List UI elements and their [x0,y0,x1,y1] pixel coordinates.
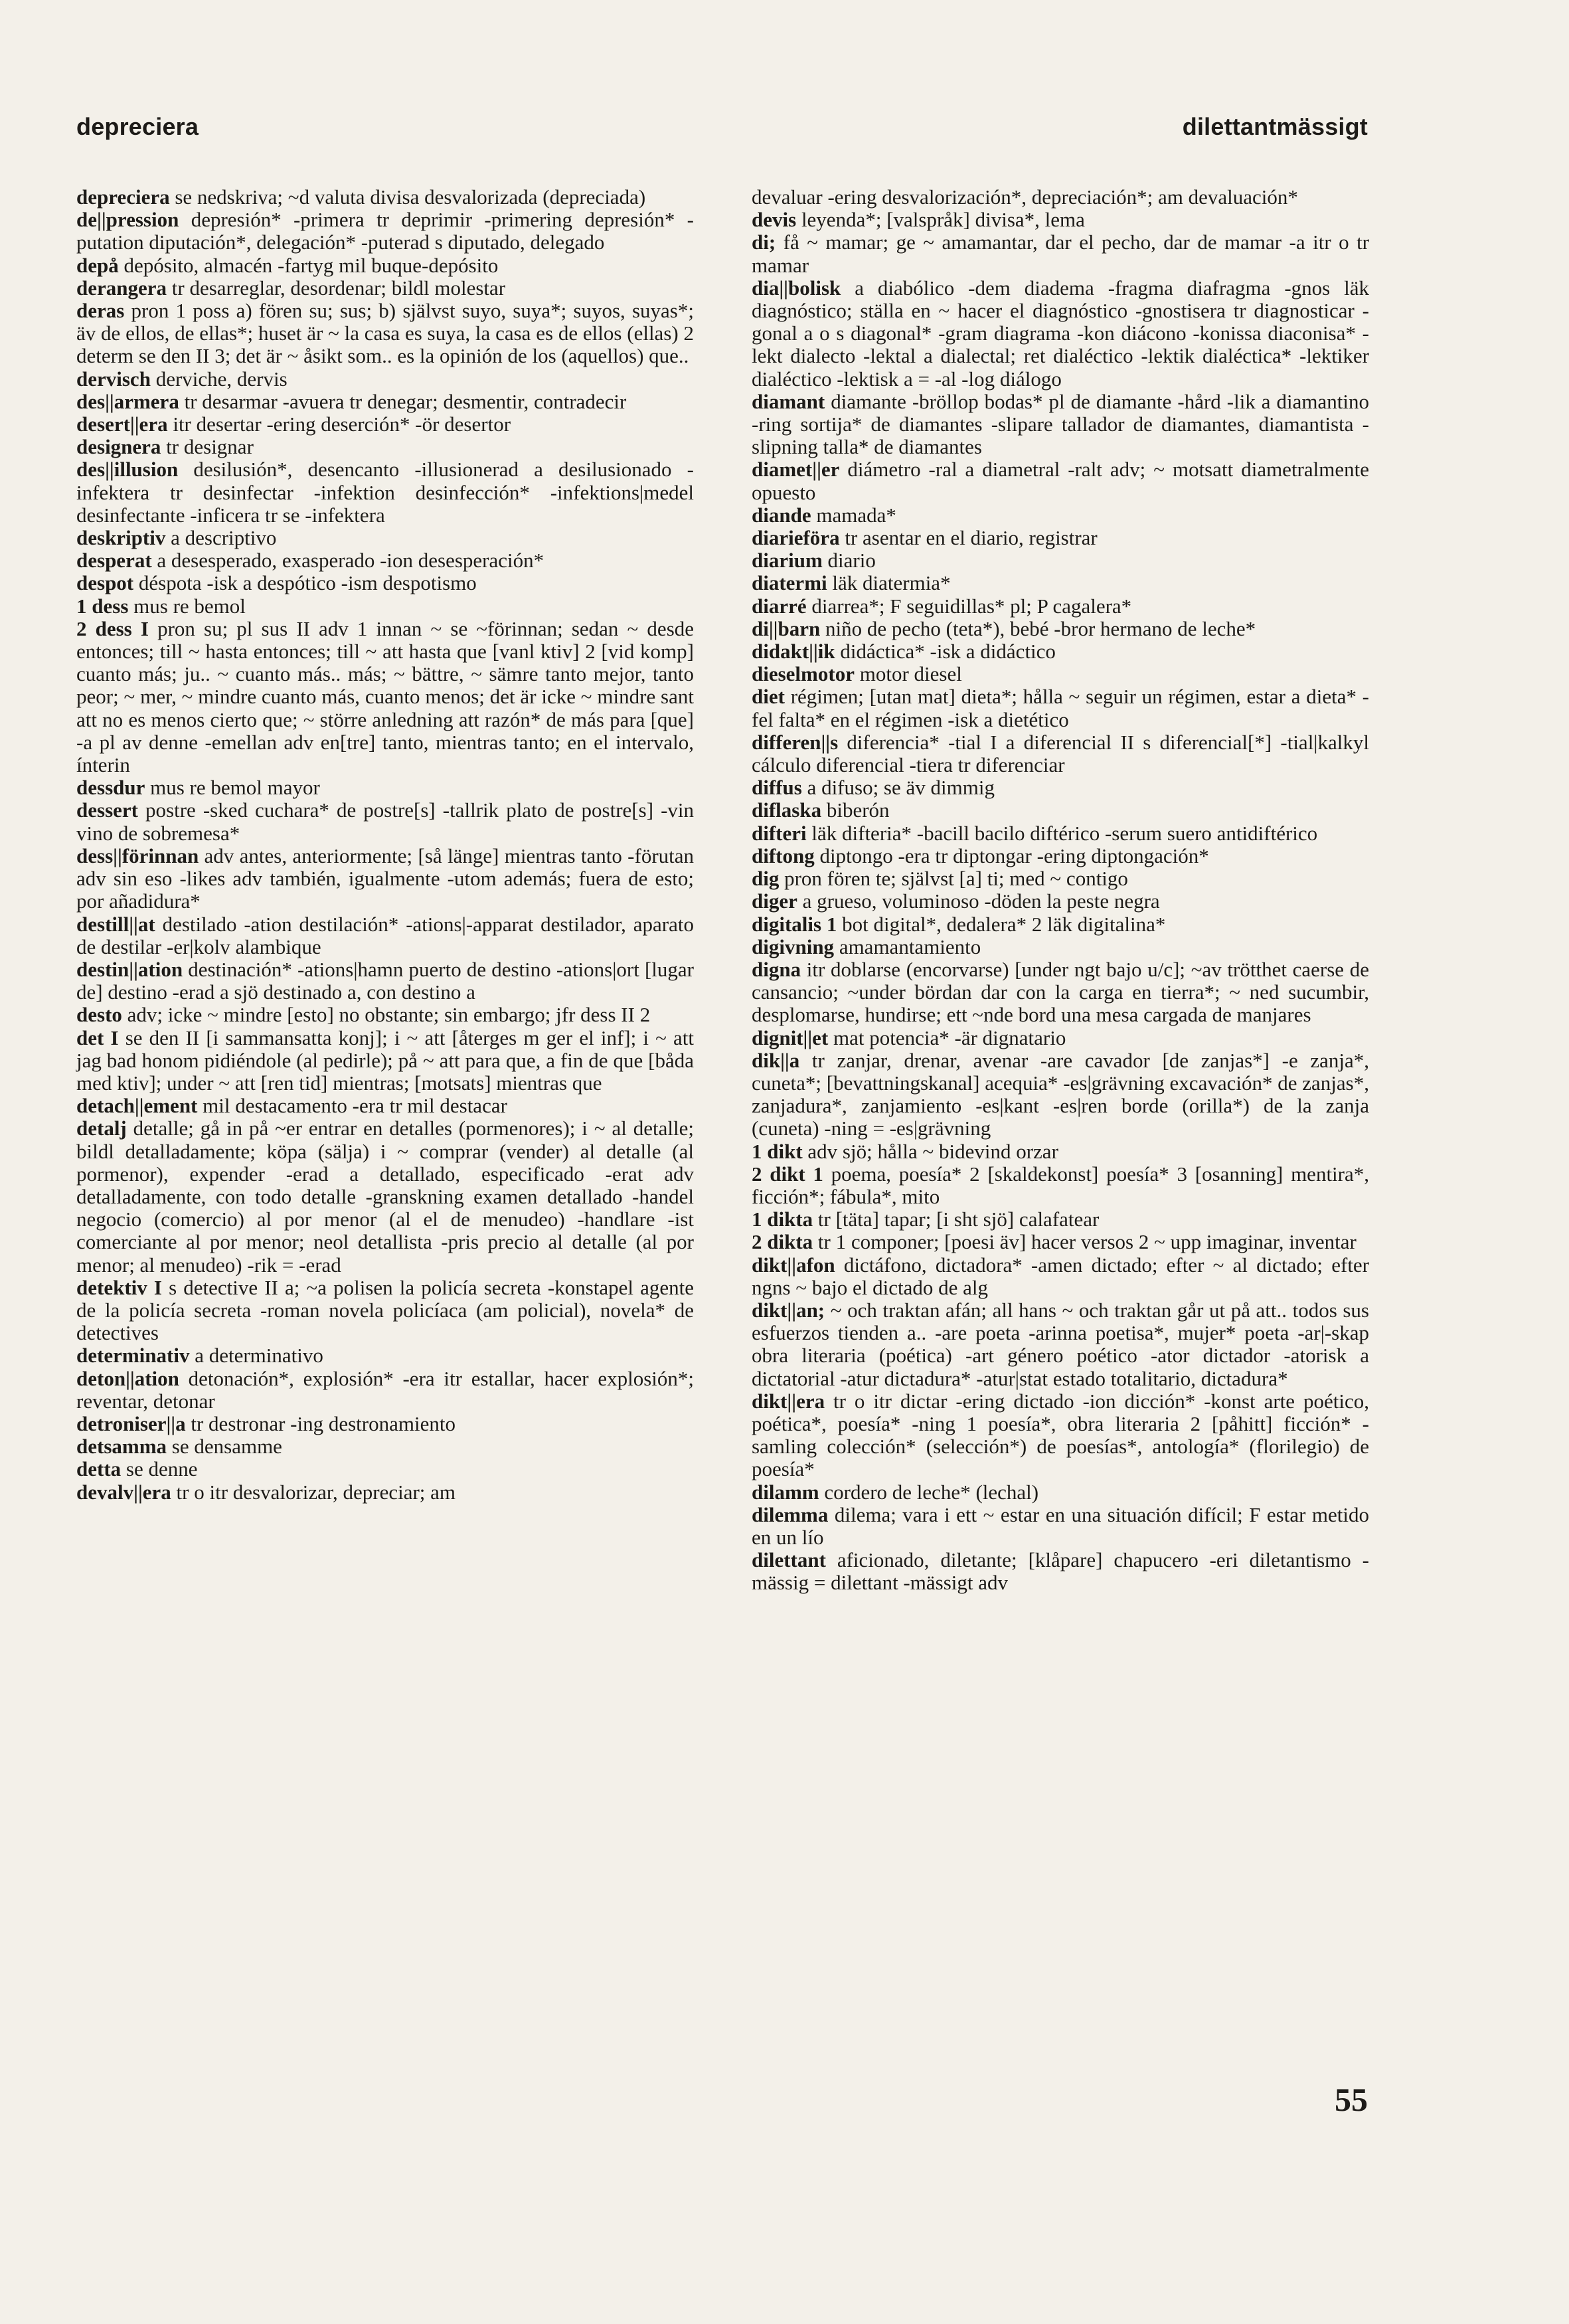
dictionary-entry [752,549,1369,572]
entry-headword: diet [752,685,785,709]
entry-headword: deskriptiv [76,526,166,550]
entry-headword: destill||at [76,912,155,936]
entry-headword: det I [76,1026,119,1049]
dictionary-entry [752,572,1369,594]
entry-headword: differen||s [752,730,839,754]
dictionary-entry [752,1027,1369,1049]
entry-definition: a determinativo [195,1344,323,1368]
entry-definition: desilusión*, desencanto -illusionerad a desilusionado -infektera tr desinfectar -infektion desinfección* -infektions|medel desinfectante -inficera tr se -infektera [76,458,694,527]
dictionary-entry [76,776,694,799]
entry-headword: diande [752,503,811,527]
dictionary-entry [76,1004,694,1026]
dictionary-entry [76,1344,694,1367]
entry-definition: a desesperado, exasperado -ion desesperación* [157,549,544,573]
dictionary-entry [752,822,1369,845]
dictionary-entry [76,458,694,527]
entry-headword: 1 dikta [752,1207,813,1231]
entry-definition: motor diesel [859,662,962,686]
entry-definition: läk difteria* -bacill bacilo diftérico -serum suero antidiftérico [811,821,1318,845]
dictionary-entry [752,1231,1369,1253]
entry-definition: destilado -ation destilación* -ations|-apparat destilador, aparato de destilar -er|kolv alambique [76,912,695,958]
entry-headword: diger [752,889,797,913]
entry-definition: tr o itr desvalorizar, depreciar; am [176,1480,456,1504]
entry-headword: dikt||afon [752,1253,835,1277]
entry-definition: adv sjö; hålla ~ bidevind orzar [807,1139,1058,1163]
dictionary-entry [752,1504,1369,1549]
entry-headword: des||armera [76,389,179,413]
entry-definition: aficionado, diletante; [klåpare] chapucero -eri diletantismo -mässig = dilettant -mässigt adv [752,1548,1369,1595]
entry-headword: dilemma [752,1502,829,1526]
entry-definition: depósito, almacén -fartyg mil buque-depósito [124,253,499,277]
dictionary-entry [752,913,1369,936]
entry-definition: få ~ mamar; ge ~ amamantar, dar el pecho, dar de mamar -a itr o tr mamar [752,230,1369,277]
dictionary-entry [752,958,1369,1027]
entry-definition: tr 1 componer; [poesi äv] hacer versos 2 ~ upp imaginar, inventar [817,1230,1357,1254]
dictionary-entry [752,1549,1369,1594]
dictionary-entry [752,391,1369,459]
entry-headword: detach||ement [76,1094,198,1118]
dictionary-entry [752,936,1369,958]
entry-definition: mat potencia* -är dignatario [833,1026,1066,1049]
dictionary-entry [76,277,694,300]
entry-definition: poema, poesía* 2 [skaldekonst] poesía* 3 [osanning] mentira*, ficción*; fábula*, mito [752,1162,1369,1208]
dictionary-entry [76,618,694,776]
dictionary-entry [752,618,1369,640]
entry-headword: detalj [76,1117,127,1140]
entry-definition: a descriptivo [171,526,277,550]
entry-definition: tr asentar en el diario, registrar [845,526,1098,550]
entry-definition: dilema; vara i ett ~ estar en una situación difícil; F estar metido en un lío [752,1502,1369,1549]
dictionary-entry [752,867,1369,890]
entry-definition: régimen; [utan mat] dieta*; hålla ~ seguir un régimen, estar a dieta* -fel falta* en el régimen -isk a dietético [752,685,1370,731]
entry-definition: tr [täta] tapar; [i sht sjö] calafatear [817,1207,1100,1231]
entry-definition: biberón [826,798,890,822]
entry-definition: diámetro -ral a diametral -ralt adv; ~ motsatt diametralmente opuesto [752,458,1369,504]
dictionary-entry [76,413,694,436]
entry-headword: 2 dikt 1 [752,1162,823,1186]
entry-definition: mil destacamento -era tr mil destacar [203,1094,507,1118]
entry-definition: déspota -isk a despótico -ism despotismo [138,571,477,595]
entry-headword: detsamma [76,1435,167,1459]
entry-definition: tr designar [166,435,254,459]
dictionary-entry [752,504,1369,527]
entry-definition: adv antes, anteriormente; [så länge] mientras tanto -förutan adv sin eso -likes adv también, igualmente -utom además; fuera de esto; por añadidura* [76,844,695,913]
dictionary-entry [76,1481,694,1504]
dictionary-entry [752,231,1369,276]
entry-headword: digitalis 1 [752,912,837,936]
entry-definition: a diabólico -dem diadema -fragma diafragma -gnos läk diagnóstico; ställa en ~ hacer el diagnóstico -gnostisera tr diagnosticar -gonal a o s diagonal* -gram diagrama -kon diácono -konissa diaconisa* -lekt dialecto -lektal a dialectal; ret dialéctico -lektik dialéctica* -lektiker dialéctico -lektisk a = -al -log diálogo [752,276,1370,391]
entry-definition: diarrea*; F seguidillas* pl; P cagalera* [811,594,1132,618]
entry-definition: depresión* -primera tr deprimir -primering depresión* -putation diputación*, delegación* -puterad s diputado, delegado [76,208,695,254]
dictionary-entry [76,1413,694,1435]
entry-headword: diarieföra [752,526,840,550]
dictionary-entry [752,1390,1369,1481]
entry-definition: destinación* -ations|hamn puerto de destino -ations|ort [lugar de] destino -erad a sjö destinado a, con destino a [76,957,694,1004]
entry-definition: pron fören te; självst [a] ti; med ~ contigo [784,867,1128,891]
entry-definition: leyenda*; [valspråk] divisa*, lema [801,208,1085,232]
dictionary-entry [752,890,1369,913]
dictionary-entry [76,958,694,1004]
entry-headword: detta [76,1457,122,1481]
entry-definition: mus re bemol [133,594,246,618]
dictionary-entry [752,186,1369,209]
entry-headword: devis [752,208,797,232]
entry-definition: diario [827,549,876,573]
entry-headword: dignit||et [752,1026,829,1049]
entry-definition: tr o itr dictar -ering dictado -ion dicción* -konst arte poético, poética*, poesía* -ning 1 poesía*, obra literaria 2 [påhitt] ficción* -samling colección* (selección*) de poesías*, antología* (florilegio) de poesía* [752,1389,1369,1481]
entry-headword: diarium [752,549,823,573]
dictionary-entry [752,685,1369,731]
dictionary-entry [76,1458,694,1480]
entry-definition: amamantamiento [839,935,981,958]
entry-definition: ~ och traktan afán; all hans ~ och traktan går ut på att.. todos sus esfuerzos tienden a.. -are poeta -arinna poetisa*, mujer* poeta -ar|-skap obra literaria (poética) -art género poético -ator dictador -atorisk a dictatorial -atur dictadura* -atur|stat estado totalitario, dictadura* [752,1298,1370,1390]
entry-definition: diamante -bröllop bodas* pl de diamante -hård -lik a diamantino -ring sortija* de diamantes -slipare tallador de diamantes, diamantista -slipning talla* de diamantes [752,389,1370,459]
dictionary-entry [76,1095,694,1117]
dictionary-entry [752,595,1369,618]
entry-headword: diamant [752,389,825,413]
entry-headword: derangera [76,276,167,300]
entry-definition: pron su; pl sus II adv 1 innan ~ se ~förinnan; sedan ~ desde entonces; till ~ hasta entonces; till ~ att hasta que [vanl ktiv] 2 [vid komp] cuanto más; ju.. ~ cuanto más.. más; ~ bättre, ~ sämre tanto mejor, tanto peor; ~ mer, ~ mindre cuanto más, cuanto menos; det är icke ~ mindre sant att no es menos cierto que; ~ större anledning att razón* de más para [que] -a pl av denne -emellan adv en[tre] tanto, mientras tanto; en el intervalo, ínterin [76,616,695,777]
entry-headword: dessdur [76,776,145,800]
dictionary-entry [76,186,694,209]
entry-headword: dieselmotor [752,662,855,686]
entry-definition: itr desertar -ering deserción* -ör desertor [173,412,511,436]
entry-headword: dilamm [752,1480,819,1504]
entry-definition: se denne [125,1457,198,1481]
entry-definition: dictáfono, dictadora* -amen dictado; efter ~ al dictado; efter ngns ~ bajo el dictado de alg [752,1253,1370,1299]
dictionary-entry [76,527,694,549]
dictionary-entry [752,1140,1369,1163]
dictionary-entry [76,1368,694,1413]
entry-definition: se nedskriva; ~d valuta divisa desvalorizada (depreciada) [175,185,646,209]
entry-definition: diferencia* -tial I a diferencial II s diferencial[*] -tial|kalkyl cálculo diferencial -tiera tr diferenciar [752,730,1369,777]
entry-headword: 2 dikta [752,1230,813,1254]
entry-headword: depå [76,253,119,277]
entry-headword: digna [752,957,801,981]
dictionary-entry [76,1027,694,1095]
entry-definition: tr destronar -ing destronamiento [191,1411,455,1435]
entry-headword: dess||förinnan [76,844,199,867]
entry-headword: designera [76,435,161,459]
dictionary-entry [752,458,1369,503]
entry-definition: pron 1 poss a) fören su; sus; b) självst suyo, suya*; suyos, suyas*; äv de ellos, de ellas*; huset är ~ la casa es suya, la casa es de ellos (ellas) 2 determ se den II 3; det är ~ åsikt som.. es la opinión de los (aquellos) que.. [76,299,694,368]
dictionary-entry [752,527,1369,549]
dictionary-entry [76,209,694,254]
entry-headword: depreciera [76,185,170,209]
entry-headword: desert||era [76,412,168,436]
entry-headword: detektiv I [76,1275,162,1299]
entry-definition: a difuso; se äv dimmig [807,776,995,800]
entry-headword: dikt||era [752,1389,825,1413]
entry-headword: des||illusion [76,458,179,482]
entry-definition: devaluar -ering desvalorización*, depreciación*; am devaluación* [752,185,1298,209]
entry-headword: 2 dess I [76,616,149,640]
entry-definition: se densamme [171,1435,282,1459]
entry-headword: diatermi [752,571,827,595]
dictionary-entry [752,209,1369,231]
entry-definition: detalle; gå in på ~er entrar en detalles (pormenores); i ~ al detalle; bildl detalladamente; köpa (sälja) i ~ comprar (vender) al detalle (al pormenor), expender -erad a detallado, especificado -erat adv detalladamente, con todo detalle -granskning examen detallado -handel negocio (comercio) al por menor (al el de menudeo) -handlare -ist comerciante al por menor; neol detallista -pris precio al detalle (al por menor; al menudeo) -rik = -erad [76,1117,694,1277]
entry-headword: determinativ [76,1344,190,1368]
dictionary-entry [752,1163,1369,1208]
entry-headword: dikt||an; [752,1298,825,1322]
dictionary-entry [752,1254,1369,1299]
dictionary-entry [76,1277,694,1345]
right-guide-word: dilettantmässigt [1182,113,1368,140]
dictionary-entry [76,799,694,844]
entry-definition: mamada* [816,503,896,527]
entry-definition: cordero de leche* (lechal) [824,1480,1039,1504]
entry-headword: deton||ation [76,1366,179,1390]
entry-definition: bot digital*, dedalera* 2 läk digitalina* [842,912,1166,936]
dictionary-entry [76,1117,694,1276]
entry-headword: dilettant [752,1548,826,1572]
entry-headword: di; [752,230,776,254]
entry-headword: diffus [752,776,802,800]
entry-headword: destin||ation [76,957,183,981]
dictionary-entry [76,368,694,391]
left-column [76,186,694,1504]
entry-headword: desperat [76,549,152,573]
entry-headword: difteri [752,821,807,845]
entry-definition: adv; icke ~ mindre [esto] no obstante; sin embargo; jfr dess II 2 [127,1003,651,1027]
entry-headword: detroniser||a [76,1411,186,1435]
entry-headword: diftong [752,844,815,867]
entry-definition: a grueso, voluminoso -döden la peste negra [802,889,1160,913]
dictionary-entry [76,436,694,458]
entry-headword: dessert [76,798,138,822]
entry-headword: diarré [752,594,807,618]
dictionary-entry [752,663,1369,685]
dictionary-entry [752,1049,1369,1140]
entry-definition: postre -sked cuchara* de postre[s] -tallrik plato de postre[s] -vin vino de sobremesa* [76,798,694,845]
entry-headword: dig [752,867,780,891]
entry-headword: deras [76,299,125,323]
entry-definition: derviche, dervis [155,367,288,391]
entry-headword: 1 dess [76,594,129,618]
dictionary-entry [76,845,694,913]
entry-headword: de||pression [76,208,179,232]
entry-headword: didakt||ik [752,640,835,664]
entry-headword: desto [76,1003,122,1027]
page-number: 55 [1335,2081,1368,2118]
entry-definition: mus re bemol mayor [150,776,320,800]
entry-definition: läk diatermia* [832,571,951,595]
entry-definition: didáctica* -isk a didáctico [840,640,1056,664]
entry-definition: niño de pecho (teta*), bebé -bror hermano de leche* [825,616,1256,640]
dictionary-entry [752,1208,1369,1231]
entry-definition: itr doblarse (encorvarse) [under ngt bajo u/c]; ~av trötthet caerse de cansancio; ~under bördan dar con la carga en tierra*; ~ ned sucumbir, desplomarse, hundirse; ett ~nde bord una mesa cargada de manjares [752,957,1369,1027]
entry-headword: dia||bolisk [752,276,841,300]
entry-definition: tr desarmar -avuera tr denegar; desmentir, contradecir [184,389,627,413]
entry-definition: se den II [i sammansatta konj]; i ~ att [återges m ger el inf]; i ~ att jag bad honom pidiéndole (al pedirle); på ~ att para que, a fin de que [båda med ktiv]; under ~ att [ren tid] mientras; [motsats] mientras que [76,1026,695,1095]
entry-headword: devalv||era [76,1480,171,1504]
entry-headword: diflaska [752,798,822,822]
dictionary-entry [76,254,694,277]
entry-definition: tr desarreglar, desordenar; bildl molestar [171,276,506,300]
entry-definition: s detective II a; ~a polisen la policía secreta -konstapel agente de la policía secreta -roman novela policíaca (am policial), novela* de detectives [76,1275,695,1345]
dictionary-entry [76,300,694,368]
dictionary-entry [76,595,694,618]
dictionary-entry [752,731,1369,776]
dictionary-entry [752,845,1369,867]
entry-headword: despot [76,571,134,595]
entry-headword: diamet||er [752,458,840,482]
entry-definition: tr zanjar, drenar, avenar -are cavador [de zanjas*] -e zanja*, cuneta*; [bevattningskanal] acequia* -es|grävning excavación* de zanjas*, zanjadura*, zanjamiento -es|kant -es|ren borde (orilla*) de la zanja (cuneta) -ning = -es|grävning [752,1048,1369,1140]
dictionary-entry [752,1299,1369,1390]
entry-headword: dik||a [752,1048,800,1072]
entry-headword: 1 dikt [752,1139,803,1163]
dictionary-entry [752,640,1369,663]
dictionary-entry [752,799,1369,822]
dictionary-entry [76,572,694,594]
entry-definition: diptongo -era tr diptongar -ering diptongación* [819,844,1209,867]
entry-headword: dervisch [76,367,151,391]
entry-definition: detonación*, explosión* -era itr estallar, hacer explosión*; reventar, detonar [76,1366,695,1413]
dictionary-entry [752,776,1369,799]
entry-headword: di||barn [752,616,821,640]
dictionary-entry [76,913,694,958]
dictionary-entry [76,549,694,572]
dictionary-entry [752,277,1369,391]
entry-headword: digivning [752,935,835,958]
dictionary-entry [76,391,694,413]
right-column [752,186,1369,1595]
dictionary-entry [76,1435,694,1458]
dictionary-entry [752,1481,1369,1504]
left-guide-word: depreciera [76,113,199,140]
